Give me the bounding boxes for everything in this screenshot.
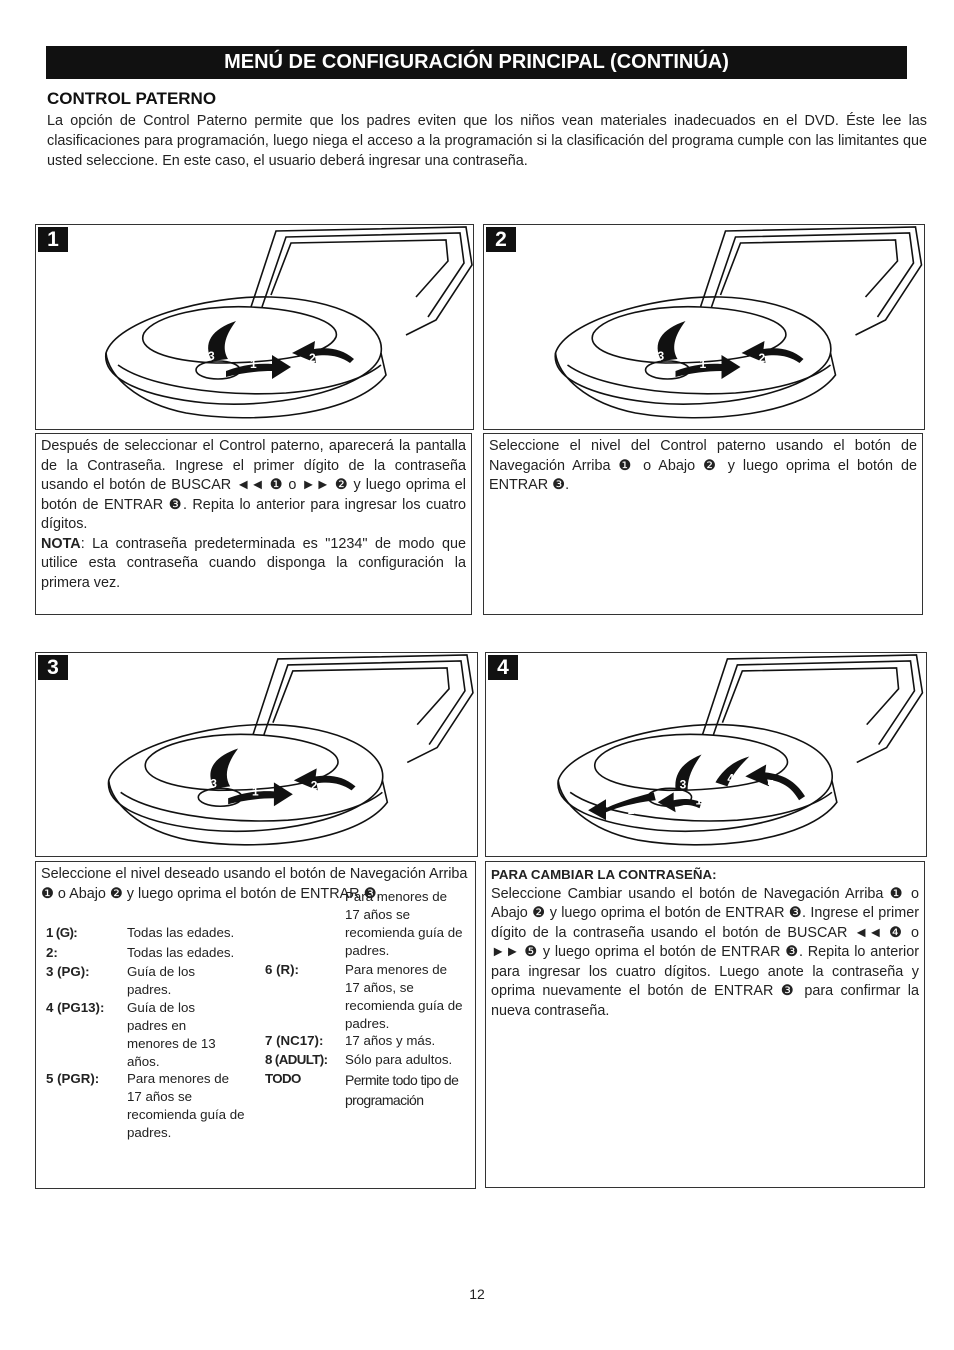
note-label: NOTA	[41, 535, 81, 552]
callout-1-1: 1	[250, 357, 257, 371]
step-4-figure	[485, 652, 927, 857]
dvd-player-illustration	[484, 225, 924, 429]
note-text: : La contraseña predeterminada es "1234" de modo que utilice esta contraseña cuando disponga la configuración la primera vez.	[41, 535, 466, 591]
dvd-player-illustration	[36, 225, 473, 429]
change-password-heading: PARA CAMBIAR LA CONTRASEÑA:	[491, 867, 717, 882]
dvd-player-illustration	[36, 653, 477, 856]
callout-1-3: 3	[208, 349, 215, 363]
rating-key: 8 (ADULT):	[265, 1052, 328, 1067]
dvd-player-illustration	[486, 653, 926, 856]
step-2-figure	[483, 224, 925, 430]
step-2-paragraph: Seleccione el nivel del Control paterno usando el botón de Navegación Arriba ❶ o Abajo ❷ y luego oprima el botón de ENTRAR ❸.	[489, 438, 917, 493]
step-3-figure	[35, 652, 478, 857]
rating-key: 3 (PG):	[46, 964, 90, 979]
page-number: 12	[469, 1286, 485, 1302]
rating-desc: Sólo para adultos.	[345, 1052, 453, 1067]
rating-desc: Todas las edades.	[127, 945, 235, 960]
intro-paragraph: La opción de Control Paterno permite que los padres eviten que los niños vean materiales inadecuados en el DVD. Éste lee las clasificaciones para programación, luego niega el acceso a la programación si la clasificación del programa cumple con las limitantes que usted seleccione. En este caso, el usuario deberá ingresar una contraseña.	[47, 113, 927, 169]
rating-key: 6 (R):	[265, 962, 299, 977]
callout-4-4: 4	[727, 771, 735, 786]
callout-2-2: 2	[758, 351, 766, 365]
step-3-paragraph: Seleccione el nivel deseado usando el botón de Navegación Arriba ❶ o Abajo ❷ y luego oprima el botón de ENTRAR ❸.	[41, 866, 468, 902]
rating-key: 4 (PG13):	[46, 1000, 105, 1015]
step-1-paragraph: Después de seleccionar el Control paterno, aparecerá la pantalla de la Contraseña. Ingrese el primer dígito de la contraseña usando el botón de BUSCAR ◄◄ ❶ o ►► ❷ y luego oprima el botón de ENTRAR ❸. Repita lo anterior para ingresar los cuatro dígitos.	[41, 438, 466, 532]
step-1-figure	[35, 224, 474, 430]
callout-1-2: 2	[309, 351, 316, 365]
rating-key: 1 (G):	[46, 925, 78, 940]
rating-desc: Permite todo tipo de programación	[345, 1072, 459, 1108]
step-1-number: 1	[38, 227, 68, 252]
rating-desc-continued	[345, 889, 465, 960]
rating-key: 7 (NC17):	[265, 1033, 324, 1048]
callout-2-1: 1	[699, 357, 707, 371]
callout-4-2: 2	[627, 803, 635, 818]
callout-3-3: 3	[210, 776, 217, 791]
step-3-text	[35, 861, 476, 1189]
callout-2-3: 3	[657, 349, 665, 363]
rating-key: 5 (PGR):	[46, 1071, 100, 1086]
callout-3-2: 2	[310, 778, 318, 793]
rating-desc: 17 años y más.	[345, 1033, 436, 1048]
step-4-text	[485, 861, 925, 1188]
step-2-number: 2	[486, 227, 516, 252]
rating-desc: Para menores de 17 años se recomienda guía de padres.	[127, 1071, 245, 1140]
step-3-number: 3	[38, 655, 68, 680]
callout-4-5: 5	[767, 777, 774, 792]
callout-4-1: 1	[695, 793, 703, 808]
step-1-text	[35, 433, 472, 615]
callout-3-1: 1	[252, 784, 259, 799]
rating-key: 2:	[46, 945, 58, 960]
page-banner: MENÚ DE CONFIGURACIÓN PRINCIPAL (CONTINÚA)	[46, 46, 907, 79]
callout-4-3: 3	[679, 777, 687, 792]
section-title: CONTROL PATERNO	[47, 89, 217, 108]
rating-desc: Guía de los padres en menores de 13 años.	[127, 1000, 216, 1069]
step-4-paragraph: Seleccione Cambiar usando el botón de Navegación Arriba ❶ o Abajo ❷ y luego oprima el botón de ENTRAR ❸. Ingrese el primer dígito de la contraseña usando el botón de BUSCAR ◄◄ ❹ o ►► ❺ y luego oprima el botón de ENTRAR ❸. Repita lo anterior para ingresar los cuatro dígitos. Luego anote la contraseña y oprima nuevamente el botón de ENTRAR ❸ para confirmar la nueva contraseña.	[491, 885, 919, 1019]
step-4-number: 4	[488, 655, 518, 680]
rating-desc-continued-text: Para menores de 17 años se recomienda guía de padres.	[345, 889, 463, 958]
rating-desc: Guía de los padres.	[127, 964, 196, 997]
step-2-text	[483, 433, 923, 615]
rating-desc: Para menores de 17 años, se recomienda guía de padres.	[345, 962, 463, 1031]
rating-key: TODO	[265, 1071, 301, 1086]
rating-desc: Todas las edades.	[127, 925, 235, 940]
